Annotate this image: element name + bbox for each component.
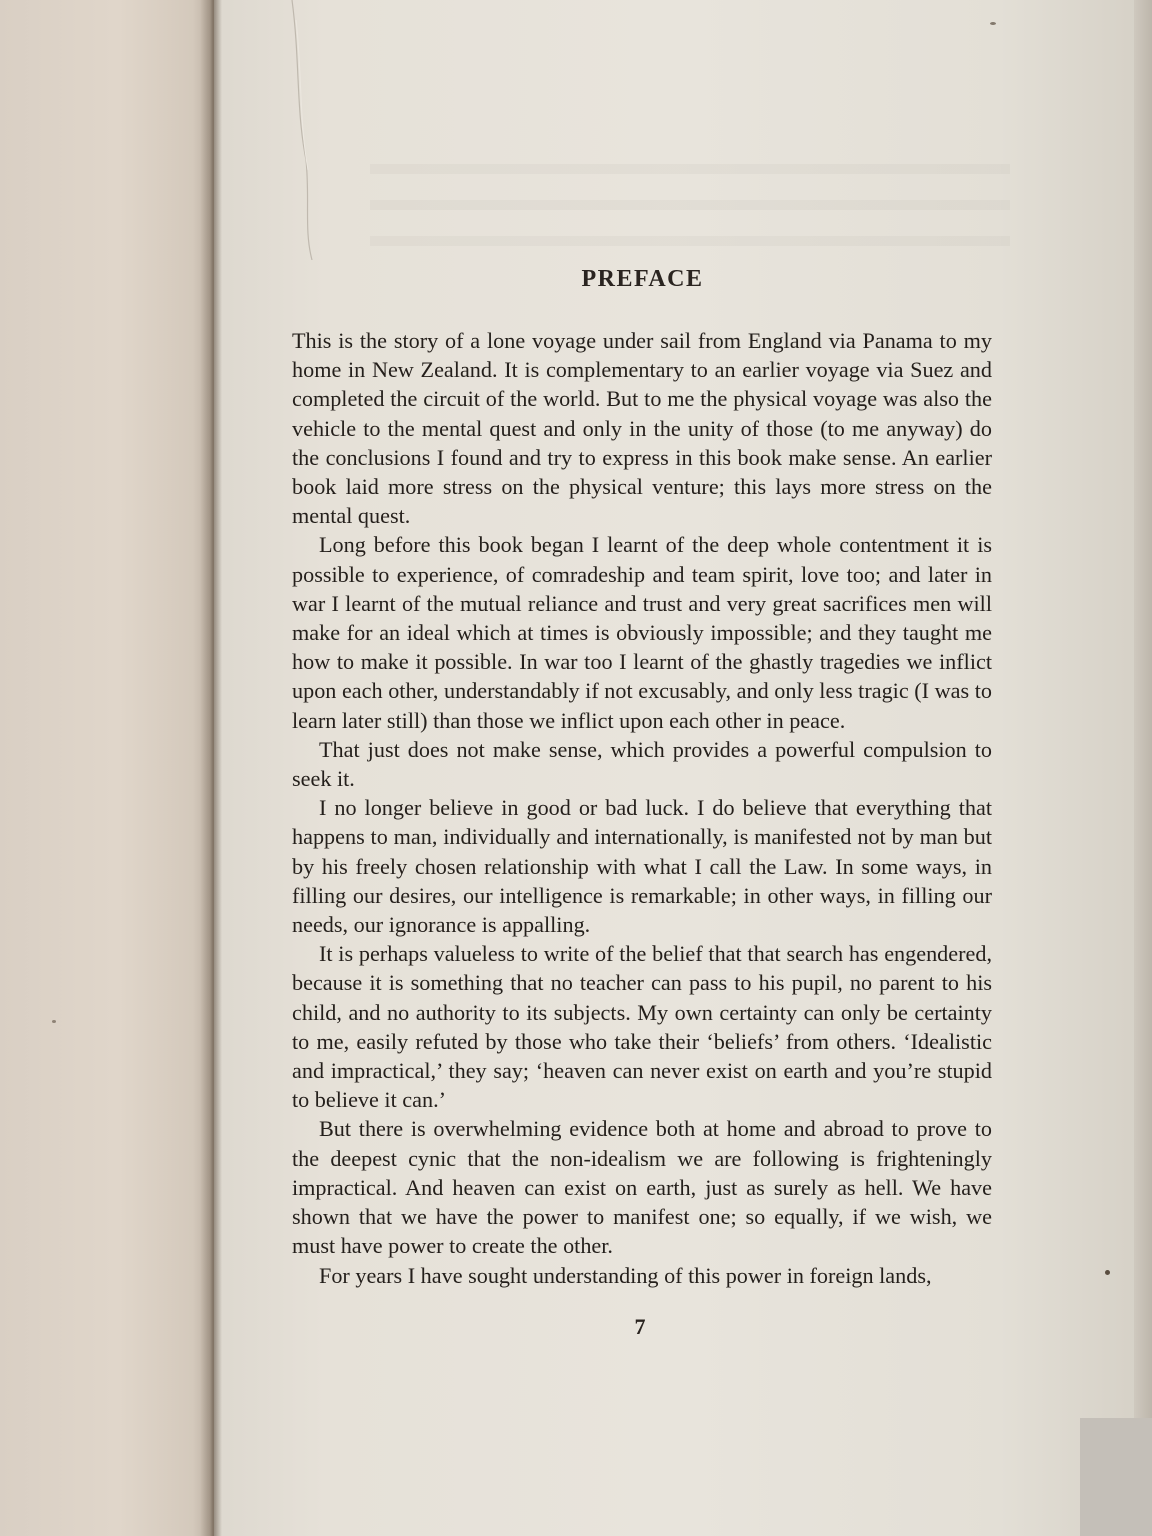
left-page	[0, 0, 214, 1536]
paragraph: It is perhaps valueless to write of the belief that that search has engendered, because it is something that no teacher can pass to his pupil, no parent to his child, and no authority to its subjects. My own certainty can only be certainty to me, easily refuted by those who take their ‘beliefs’ from others. ‘Idealistic and impractical,’ they say; ‘heaven can never exist on earth and you’re stupid to believe it can.’	[292, 941, 992, 1113]
paper-speck	[52, 1020, 56, 1023]
table-surface	[1080, 1418, 1152, 1536]
paragraph: That just does not make sense, which provides a powerful compulsion to seek it.	[292, 736, 992, 792]
show-through-text	[370, 150, 1010, 260]
paragraph: But there is overwhelming evidence both at home and abroad to prove to the deepest cynic that the non-idealism we are following is frighteningly impractical. And heaven can exist on earth, just as surely as hell. We have shown that we have the power to manifest one; so equally, if we wish, we must have power to create the other.	[292, 1116, 992, 1259]
page-edge	[1134, 0, 1152, 1420]
page-title: PREFACE	[581, 266, 704, 292]
book-gutter-shadow	[200, 0, 222, 1536]
paragraph: For years I have sought understanding of this power in foreign lands,	[319, 1262, 932, 1288]
paper-speck	[1105, 1270, 1110, 1275]
preface-body	[292, 326, 992, 1290]
paragraph: I no longer believe in good or bad luck. I do believe that everything that happens to man, individually and internationally, is manifested not by man but by his freely chosen relationship with what I call the Law. In some ways, in filling our desires, our intelligence is remarkable; in other ways, in filling our needs, our ignorance is appalling.	[292, 795, 992, 938]
paper-speck	[990, 22, 996, 25]
page-crease	[290, 0, 318, 260]
page-number: 7	[634, 1314, 646, 1339]
paragraph: This is the story of a lone voyage under sail from England via Panama to my home in New Zealand. It is complementary to an earlier voyage via Suez and completed the circuit of the world. But to me the physical voyage was also the vehicle to the mental quest and only in the unity of those (to me anyway) do the conclusions I found and try to express in this book make sense. An earlier book laid more stress on the physical venture; this lays more stress on the mental quest.	[292, 328, 992, 529]
paragraph: Long before this book began I learnt of the deep whole contentment it is possible to experience, of comradeship and team spirit, love too; and later in war I learnt of the mutual reliance and trust and very great sacrifices men will make for an ideal which at times is obviously impossible; and they taught me how to make it possible. In war too I learnt of the ghastly tragedies we inflict upon each other, understandably if not excusably, and only less tragic (I was to learn later still) than those we inflict upon each other in peace.	[292, 532, 992, 733]
